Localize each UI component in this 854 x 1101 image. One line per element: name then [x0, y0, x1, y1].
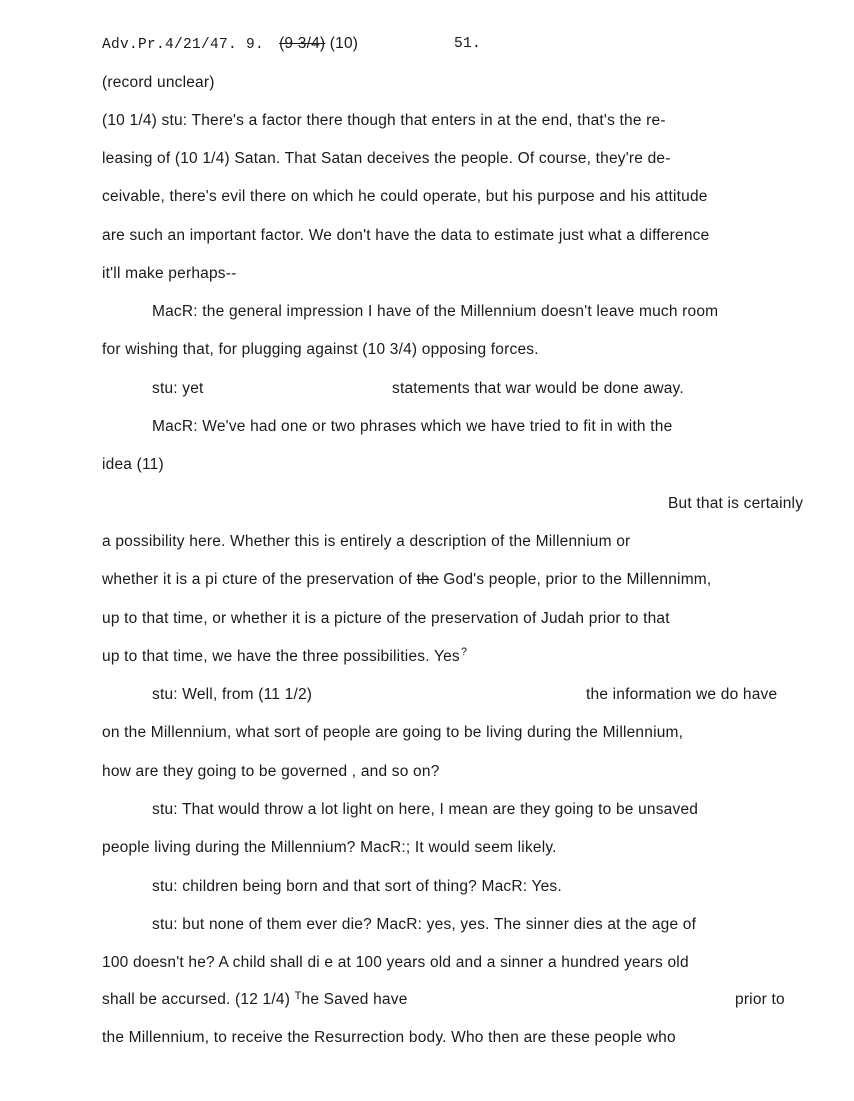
text-line: stu: yet — [152, 380, 204, 397]
text-line: stu: children being born and that sort of thing? MacR: Yes. — [152, 878, 562, 895]
text-line: people living during the Millennium? MacR:; It would seem likely. — [102, 839, 557, 856]
text-line: up to that time, or whether it is a picture of the preservation of Judah prior to that — [102, 610, 670, 627]
text-line: statements that war would be done away. — [392, 380, 684, 397]
text-line: how are they going to be governed , and so on? — [102, 763, 440, 780]
text-line: (10 1/4) stu: There's a factor there though that enters in at the end, that's the re- — [102, 112, 666, 129]
text-line — [102, 570, 711, 590]
text-line: idea (11) — [102, 456, 164, 473]
text-line: MacR: the general impression I have of the Millennium doesn't leave much room — [152, 303, 719, 320]
text-line: it'll make perhaps-- — [102, 265, 237, 282]
text-line: But that is certainly — [668, 495, 804, 512]
text-line: on the Millennium, what sort of people are going to be living during the Millennium, — [102, 724, 684, 741]
text-line: ceivable, there's evil there on which he could operate, but his purpose and his attitude — [102, 188, 708, 205]
text-fragment: up to that time, we have the three possibilities. Yes — [102, 648, 460, 665]
text-fragment: he Saved have — [301, 991, 408, 1008]
text-line: the Millennium, to receive the Resurrection body. Who then are these people who — [102, 1029, 676, 1046]
text-line — [102, 990, 408, 1011]
text-fragment: God's people, prior to the Millennimm, — [443, 571, 712, 588]
text-line: are such an important factor. We don't have the data to estimate just what a difference — [102, 227, 710, 244]
struck-word: the — [416, 571, 439, 588]
text-line — [102, 647, 467, 668]
text-line: stu: Well, from (11 1/2) — [152, 686, 313, 703]
text-line: stu: That would throw a lot light on here, I mean are they going to be unsaved — [152, 801, 699, 818]
text-line: MacR: We've had one or two phrases which we have tried to fit in with the — [152, 418, 673, 435]
header-reference: Adv.Pr.4/21/47. 9. — [102, 37, 265, 53]
text-line: stu: but none of them ever die? MacR: yes, yes. The sinner dies at the age of — [152, 916, 697, 933]
raised-letter: T — [294, 990, 302, 1002]
text-line: 100 doesn't he? A child shall di e at 100 years old and a sinner a hundred years old — [102, 954, 689, 971]
text-line: a possibility here. Whether this is entirely a description of the Millennium or — [102, 533, 631, 550]
text-line: (record unclear) — [102, 74, 215, 91]
header-struck-marker: (9 3/4) — [279, 35, 326, 52]
text-line: for wishing that, for plugging against (10 3/4) opposing forces. — [102, 341, 539, 358]
header-marker: (10) — [329, 35, 359, 52]
page-number: 51. — [454, 36, 482, 52]
text-fragment: whether it is a pi cture of the preservation of — [102, 571, 413, 588]
text-line: leasing of (10 1/4) Satan. That Satan deceives the people. Of course, they're de- — [102, 150, 671, 167]
handwritten-question-mark: ? — [460, 646, 468, 658]
text-line: the information we do have — [586, 686, 778, 703]
page-header — [102, 34, 482, 55]
text-line: prior to — [735, 991, 785, 1008]
text-fragment: shall be accursed. (12 1/4) — [102, 991, 291, 1008]
